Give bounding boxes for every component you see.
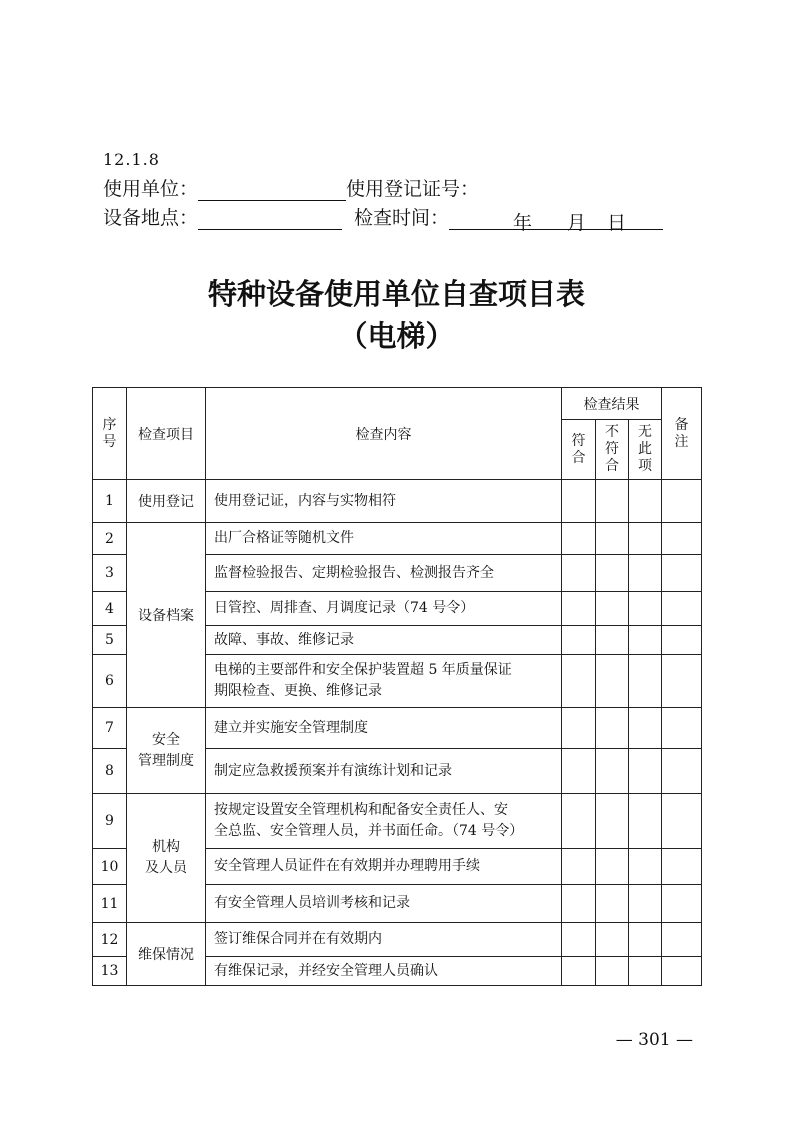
row-content: 制定应急救援预案并有演练计划和记录 — [206, 749, 562, 794]
row-number: 10 — [93, 849, 127, 885]
row-number: 7 — [93, 708, 127, 749]
header-row-2 — [103, 203, 663, 234]
header-conform: 符合 — [562, 420, 596, 480]
check-cell[interactable] — [596, 592, 629, 626]
check-cell[interactable] — [562, 708, 596, 749]
row-number: 11 — [93, 885, 127, 923]
check-cell[interactable] — [629, 626, 662, 655]
check-cell[interactable] — [629, 794, 662, 849]
row-content: 日管控、周排查、月调度记录（74 号令） — [206, 592, 562, 626]
section-number: 12.1.8 — [103, 150, 160, 169]
page-number: — 301 — — [615, 1030, 693, 1050]
check-cell[interactable] — [629, 592, 662, 626]
time-label: 检查时间： — [354, 207, 450, 229]
check-cell[interactable] — [629, 957, 662, 986]
remark-cell[interactable] — [662, 957, 702, 986]
header-nonconform: 不符合 — [596, 420, 629, 480]
check-cell[interactable] — [596, 480, 629, 523]
check-cell[interactable] — [596, 923, 629, 957]
day-label: 日 — [607, 212, 627, 234]
remark-cell[interactable] — [662, 923, 702, 957]
check-cell[interactable] — [596, 794, 629, 849]
group-label: 维保情况 — [127, 923, 206, 986]
check-cell[interactable] — [562, 957, 596, 986]
location-blank — [198, 211, 342, 230]
page-subtitle: （电梯） — [338, 319, 455, 353]
group-label: 机构 及人员 — [127, 794, 206, 923]
row-content: 建立并实施安全管理制度 — [206, 708, 562, 749]
inspection-table — [92, 387, 702, 986]
remark-cell[interactable] — [662, 655, 702, 708]
row-number: 12 — [93, 923, 127, 957]
check-cell[interactable] — [562, 523, 596, 555]
row-number: 3 — [93, 555, 127, 592]
check-cell[interactable] — [596, 957, 629, 986]
check-cell[interactable] — [562, 749, 596, 794]
table-row — [93, 480, 702, 523]
row-number: 5 — [93, 626, 127, 655]
unit-label: 使用单位： — [103, 178, 199, 200]
check-cell[interactable] — [629, 655, 662, 708]
remark-cell[interactable] — [662, 480, 702, 523]
check-cell[interactable] — [562, 849, 596, 885]
row-number: 1 — [93, 480, 127, 523]
check-cell[interactable] — [629, 923, 662, 957]
row-content: 监督检验报告、定期检验报告、检测报告齐全 — [206, 555, 562, 592]
location-label: 设备地点： — [103, 207, 199, 229]
check-cell[interactable] — [596, 523, 629, 555]
row-number: 8 — [93, 749, 127, 794]
group-label: 安全 管理制度 — [127, 708, 206, 794]
header-item: 检查项目 — [127, 388, 206, 480]
check-cell[interactable] — [562, 626, 596, 655]
row-content: 安全管理人员证件在有效期并办理聘用手续 — [206, 849, 562, 885]
check-cell[interactable] — [629, 480, 662, 523]
check-cell[interactable] — [596, 749, 629, 794]
check-cell[interactable] — [562, 923, 596, 957]
check-cell[interactable] — [596, 708, 629, 749]
row-content: 有安全管理人员培训考核和记录 — [206, 885, 562, 923]
table-row — [93, 794, 702, 849]
remark-cell[interactable] — [662, 626, 702, 655]
row-content: 故障、事故、维修记录 — [206, 626, 562, 655]
row-content: 使用登记证，内容与实物相符 — [206, 480, 562, 523]
row-content: 签订维保合同并在有效期内 — [206, 923, 562, 957]
header-content: 检查内容 — [206, 388, 562, 480]
check-cell[interactable] — [562, 655, 596, 708]
group-label: 使用登记 — [127, 480, 206, 523]
unit-blank — [198, 182, 346, 201]
row-number: 2 — [93, 523, 127, 555]
table-row — [93, 708, 702, 749]
row-number: 4 — [93, 592, 127, 626]
time-blank — [449, 211, 663, 234]
remark-cell[interactable] — [662, 885, 702, 923]
table-row — [93, 923, 702, 957]
header-result: 检查结果 — [562, 388, 662, 420]
group-label: 设备档案 — [127, 523, 206, 708]
registration-label: 使用登记证号： — [346, 178, 480, 200]
remark-cell[interactable] — [662, 849, 702, 885]
remark-cell[interactable] — [662, 749, 702, 794]
row-content: 按规定设置安全管理机构和配备安全责任人、安 全总监、安全管理人员，并书面任命。（74 号令） — [206, 794, 562, 849]
header-seq: 序号 — [93, 388, 127, 480]
remark-cell[interactable] — [662, 708, 702, 749]
row-content: 电梯的主要部件和安全保护装置超 5 年质量保证 期限检查、更换、维修记录 — [206, 655, 562, 708]
check-cell[interactable] — [629, 523, 662, 555]
row-number: 6 — [93, 655, 127, 708]
year-label: 年 — [513, 212, 533, 234]
check-cell[interactable] — [596, 626, 629, 655]
check-cell[interactable] — [562, 555, 596, 592]
check-cell[interactable] — [596, 849, 629, 885]
check-cell[interactable] — [629, 849, 662, 885]
table-row — [93, 523, 702, 555]
check-cell[interactable] — [596, 655, 629, 708]
check-cell[interactable] — [562, 794, 596, 849]
remark-cell[interactable] — [662, 523, 702, 555]
check-cell[interactable] — [629, 749, 662, 794]
row-content: 出厂合格证等随机文件 — [206, 523, 562, 555]
check-cell[interactable] — [596, 555, 629, 592]
header-na: 无此项 — [629, 420, 662, 480]
check-cell[interactable] — [562, 480, 596, 523]
remark-cell[interactable] — [662, 794, 702, 849]
row-content: 有维保记录，并经安全管理人员确认 — [206, 957, 562, 986]
header-remark: 备注 — [662, 388, 702, 480]
check-cell[interactable] — [562, 885, 596, 923]
check-cell[interactable] — [629, 555, 662, 592]
check-cell[interactable] — [562, 592, 596, 626]
month-label: 月 — [567, 212, 587, 234]
remark-cell[interactable] — [662, 555, 702, 592]
page-title: 特种设备使用单位自查项目表 — [207, 277, 585, 311]
remark-cell[interactable] — [662, 592, 702, 626]
check-cell[interactable] — [596, 885, 629, 923]
check-cell[interactable] — [629, 885, 662, 923]
header-row-1 — [103, 174, 479, 201]
row-number: 9 — [93, 794, 127, 849]
check-cell[interactable] — [629, 708, 662, 749]
row-number: 13 — [93, 957, 127, 986]
